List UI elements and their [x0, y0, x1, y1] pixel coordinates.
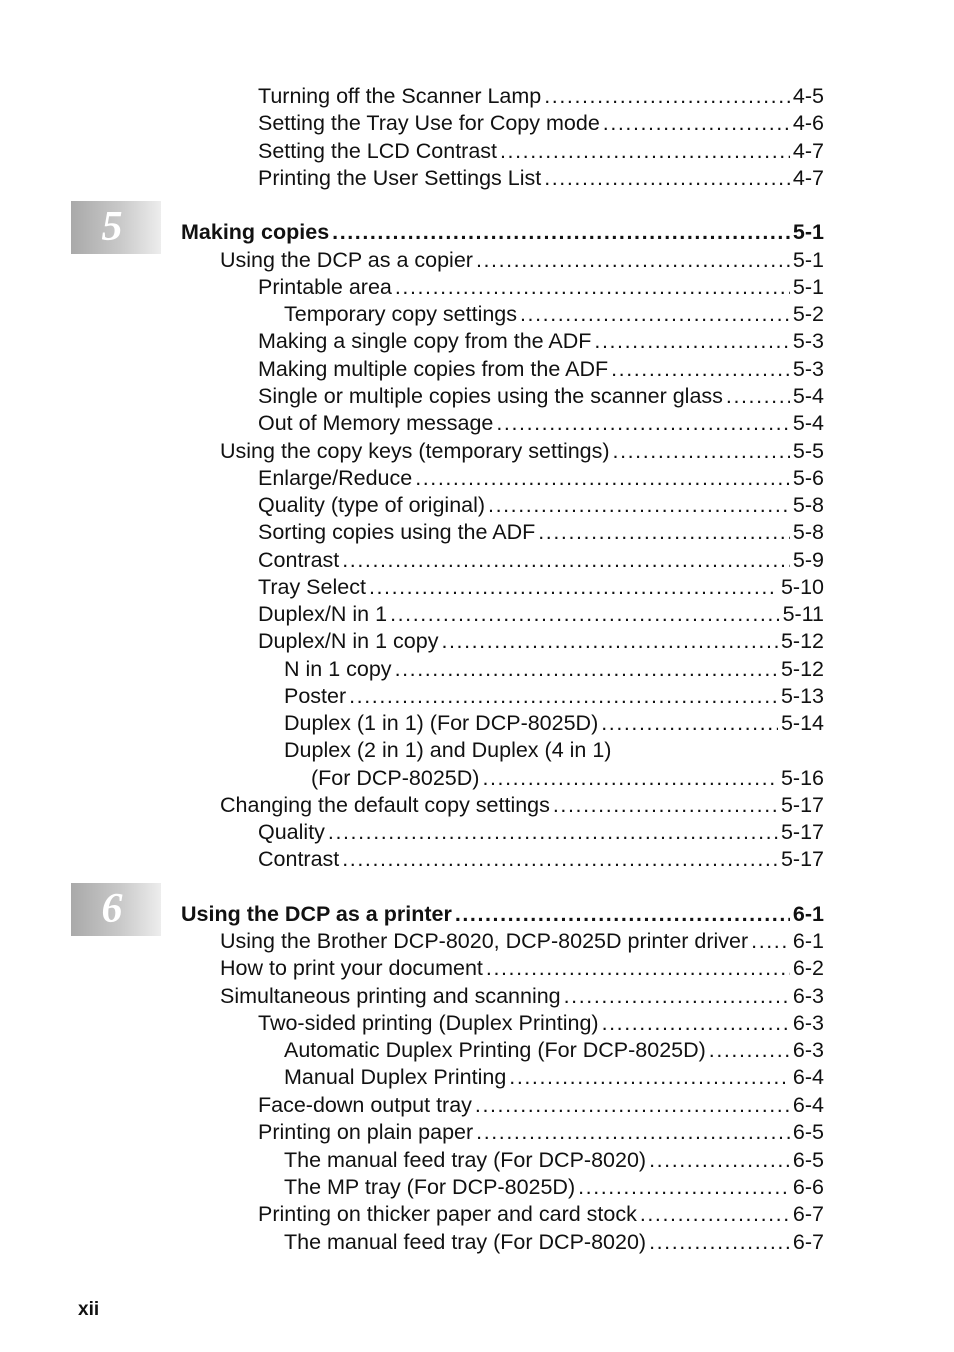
toc-entry: [258, 819, 824, 845]
toc-entry-text: The manual feed tray (For DCP-8020): [284, 1230, 647, 1254]
toc-entry-text: Printing the User Settings List: [258, 166, 542, 190]
toc-entry: [258, 138, 824, 164]
toc-entry-text: Poster: [284, 684, 347, 708]
toc-entry-text: The manual feed tray (For DCP-8020): [284, 1148, 647, 1172]
toc-entry-text: Simultaneous printing and scanning: [220, 984, 561, 1008]
chapter-title: [181, 219, 824, 245]
toc-entry-text: Duplex/N in 1: [258, 602, 388, 626]
dot-leader: [709, 1037, 790, 1063]
toc-entry: [220, 928, 824, 954]
toc-entry: [220, 983, 824, 1009]
toc-entry-text: Contrast: [258, 548, 340, 572]
chapter-6-tab: [71, 883, 161, 936]
toc-entry-page: 5-8: [792, 520, 824, 544]
dot-leader: [441, 628, 778, 654]
toc-entry-page: 4-6: [792, 111, 824, 135]
toc-entry-text: The MP tray (For DCP-8025D): [284, 1175, 576, 1199]
dot-leader: [726, 383, 790, 409]
toc-entry-page: 5-12: [780, 657, 824, 681]
toc-entry: [220, 955, 824, 981]
toc-entry-text: Duplex (2 in 1) and Duplex (4 in 1): [284, 738, 612, 762]
toc-entry-page: 4-7: [792, 139, 824, 163]
toc-entry: [258, 328, 824, 354]
toc-entry-page: 5-4: [792, 384, 824, 408]
toc-entry-text: Out of Memory message: [258, 411, 494, 435]
toc-entry-page: 5-9: [792, 548, 824, 572]
toc-entry-text: Making multiple copies from the ADF: [258, 357, 609, 381]
toc-entry: [258, 1092, 824, 1118]
toc-entry-page: 5-3: [792, 357, 824, 381]
toc-entry-page: 5-5: [792, 439, 824, 463]
toc-entry-page: 5-10: [780, 575, 824, 599]
toc-entry-text: Single or multiple copies using the scanner glass: [258, 384, 723, 408]
chapter-title-text: Using the DCP as a printer: [181, 902, 452, 926]
dot-leader: [602, 1010, 790, 1036]
dot-leader: [476, 247, 790, 273]
toc-entry-page: 6-3: [792, 984, 824, 1008]
toc-entry-page: 6-6: [792, 1175, 824, 1199]
dot-leader: [342, 547, 790, 573]
toc-entry-page: 5-16: [780, 766, 824, 790]
toc-entry-page: 5-3: [792, 329, 824, 353]
toc-entry-text: Automatic Duplex Printing (For DCP-8025D): [284, 1038, 706, 1062]
toc-entry-text: Two-sided printing (Duplex Printing): [258, 1011, 599, 1035]
toc-entry: [220, 792, 824, 818]
chapter-5-tab: [71, 201, 161, 254]
dot-leader: [488, 492, 790, 518]
toc-entry: [258, 846, 824, 872]
dot-leader: [475, 1092, 790, 1118]
toc-entry-text: Manual Duplex Printing: [284, 1065, 507, 1089]
dot-leader: [553, 792, 778, 818]
dot-leader: [578, 1174, 790, 1200]
dot-leader: [544, 83, 790, 109]
chapter-title: [181, 901, 824, 927]
dot-leader: [415, 465, 790, 491]
chapter-title-text: Making copies: [181, 220, 330, 244]
toc-entry-page: 5-4: [792, 411, 824, 435]
dot-leader: [342, 846, 778, 872]
toc-entry-text: Setting the LCD Contrast: [258, 139, 498, 163]
toc-entry-page: 6-5: [792, 1148, 824, 1172]
toc-entry-text: Changing the default copy settings: [220, 793, 550, 817]
dot-leader: [482, 765, 778, 791]
dot-leader: [395, 656, 778, 682]
dot-leader: [649, 1147, 790, 1173]
toc-entry-text: Duplex (1 in 1) (For DCP-8025D): [284, 711, 599, 735]
toc-entry-page: 5-17: [780, 847, 824, 871]
toc-entry-text: (For DCP-8025D): [311, 766, 480, 790]
dot-leader: [332, 219, 790, 245]
toc-entry: [258, 628, 824, 654]
dot-leader: [601, 710, 778, 736]
toc-entry-page: 5-11: [782, 602, 824, 626]
toc-entry: [258, 601, 824, 627]
dot-leader: [640, 1201, 790, 1227]
dot-leader: [611, 356, 790, 382]
toc-entry: [284, 1064, 824, 1090]
toc-entry: [311, 765, 824, 791]
toc-entry: [284, 301, 824, 327]
dot-leader: [649, 1229, 790, 1255]
toc-entry: [284, 1147, 824, 1173]
dot-leader: [390, 601, 779, 627]
toc-entry-page: 6-7: [792, 1230, 824, 1254]
toc-entry-page: 6-1: [792, 929, 824, 953]
toc-entry: [258, 83, 824, 109]
toc-entry-text: Setting the Tray Use for Copy mode: [258, 111, 600, 135]
dot-leader: [395, 274, 790, 300]
toc-entry: [258, 547, 824, 573]
toc-entry: [284, 656, 824, 682]
toc-entry-text: Printing on thicker paper and card stock: [258, 1202, 637, 1226]
toc-entry: [284, 710, 824, 736]
toc-entry: [220, 247, 824, 273]
toc-entry-text: Temporary copy settings: [284, 302, 518, 326]
toc-entry: [258, 1119, 824, 1145]
toc-entry-text: Face-down output tray: [258, 1093, 472, 1117]
dot-leader: [594, 328, 790, 354]
dot-leader: [538, 519, 790, 545]
toc-entry-text: Using the copy keys (temporary settings): [220, 439, 610, 463]
toc-entry: [258, 274, 824, 300]
toc-entry-page: 4-5: [792, 84, 824, 108]
toc-entry-page: 5-14: [780, 711, 824, 735]
dot-leader: [476, 1119, 790, 1145]
toc-entry-text: Using the Brother DCP-8020, DCP-8025D printer driver: [220, 929, 749, 953]
toc-entry: [258, 519, 824, 545]
dot-leader: [613, 438, 790, 464]
toc-entry-text: Making a single copy from the ADF: [258, 329, 592, 353]
toc-entry-page: 5-13: [780, 684, 824, 708]
dot-leader: [496, 410, 790, 436]
toc-entry: [284, 1037, 824, 1063]
dot-leader: [455, 901, 790, 927]
toc-entry-page: 6-7: [792, 1202, 824, 1226]
dot-leader: [328, 819, 778, 845]
toc-entry: [258, 1201, 824, 1227]
dot-leader: [500, 138, 790, 164]
toc-entry-page: 5-17: [780, 820, 824, 844]
toc-entry-page: 5-2: [792, 302, 824, 326]
toc-entry-text: Turning off the Scanner Lamp: [258, 84, 542, 108]
toc-entry-page: 6-3: [792, 1011, 824, 1035]
toc-entry-text: Printing on plain paper: [258, 1120, 474, 1144]
toc-entry: [258, 383, 824, 409]
chapter-title-page: 6-1: [792, 902, 824, 926]
toc-entry: [220, 438, 824, 464]
toc-entry-text: Enlarge/Reduce: [258, 466, 413, 490]
chapter-number: 5: [101, 204, 123, 250]
toc-entry: [258, 165, 824, 191]
toc-entry: [258, 110, 824, 136]
toc-entry-page: 6-2: [792, 956, 824, 980]
toc-entry: [284, 1174, 824, 1200]
dot-leader: [564, 983, 790, 1009]
dot-leader: [751, 928, 790, 954]
toc-entry-page: 5-17: [780, 793, 824, 817]
toc-entry-page: 6-3: [792, 1038, 824, 1062]
toc-entry-text: N in 1 copy: [284, 657, 392, 681]
toc-entry-text: Quality (type of original): [258, 493, 486, 517]
toc-entry-text: Printable area: [258, 275, 392, 299]
toc-entry: [258, 410, 824, 436]
dot-leader: [520, 301, 790, 327]
toc-entry-page: 6-5: [792, 1120, 824, 1144]
toc-entry: [258, 356, 824, 382]
toc-entry-text: Contrast: [258, 847, 340, 871]
toc-entry-text: Duplex/N in 1 copy: [258, 629, 439, 653]
dot-leader: [369, 574, 778, 600]
toc-entry-page: 6-4: [792, 1065, 824, 1089]
toc-entry-page: 5-1: [792, 275, 824, 299]
toc-entry-text: Sorting copies using the ADF: [258, 520, 536, 544]
toc-entry: [284, 1229, 824, 1255]
dot-leader: [486, 955, 790, 981]
footer-page-number: xii: [78, 1299, 100, 1320]
toc-entry-text: Quality: [258, 820, 325, 844]
toc-entry-heading: [284, 737, 824, 763]
toc-entry: [284, 683, 824, 709]
dot-leader: [544, 165, 790, 191]
toc-entry-text: Tray Select: [258, 575, 366, 599]
toc-entry-text: Using the DCP as a copier: [220, 248, 473, 272]
toc-entry-page: 5-6: [792, 466, 824, 490]
toc-entry: [258, 574, 824, 600]
toc-entry-page: 4-7: [792, 166, 824, 190]
dot-leader: [349, 683, 778, 709]
toc-entry: [258, 465, 824, 491]
toc-entry: [258, 1010, 824, 1036]
toc-entry-page: 5-12: [780, 629, 824, 653]
toc-entry: [258, 492, 824, 518]
chapter-title-page: 5-1: [792, 220, 824, 244]
toc-entry-page: 5-8: [792, 493, 824, 517]
toc-entry-page: 6-4: [792, 1093, 824, 1117]
toc-entry-page: 5-1: [792, 248, 824, 272]
toc-entry-text: How to print your document: [220, 956, 483, 980]
dot-leader: [509, 1064, 790, 1090]
dot-leader: [603, 110, 790, 136]
chapter-number: 6: [101, 886, 123, 932]
